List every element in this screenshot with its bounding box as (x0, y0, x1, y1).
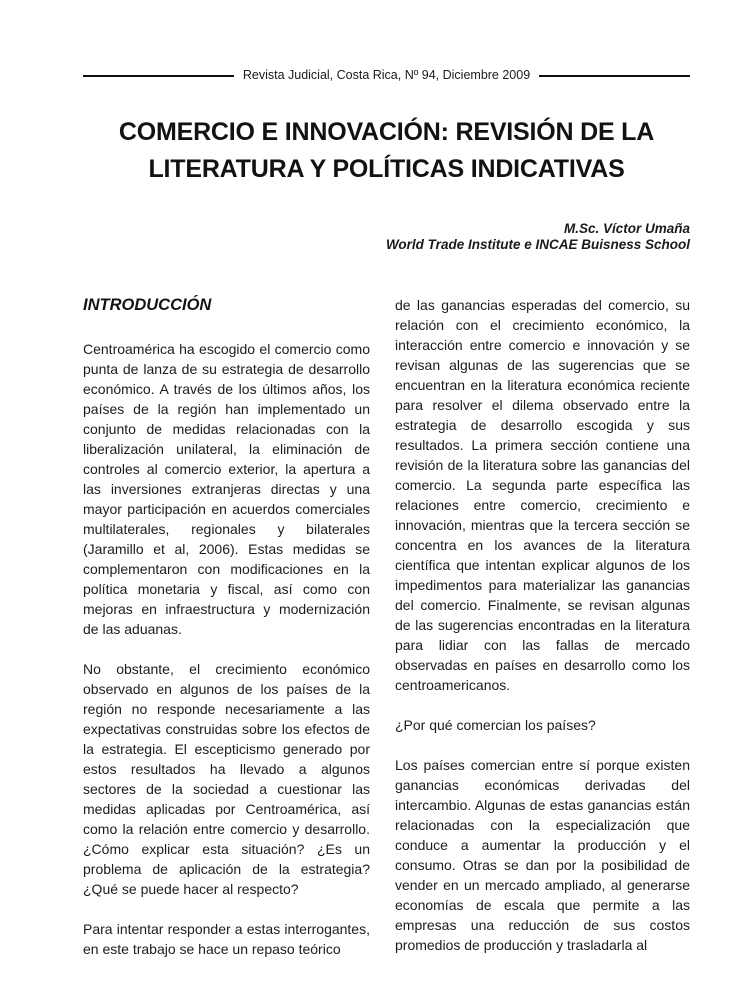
paragraph: No obstante, el crecimiento económico observado en algunos de los países de la región no responde necesariamente a las expectativas construidas sobre los efectos de la estrategia. El escepticismo generado por estos resultados ha llevado a algunos sectores de la sociedad a cuestionar las medidas aplicadas por Centroamérica, así como la relación entre comercio y desarrollo. ¿Cómo explicar esta situación? ¿Es un problema de aplicación de la estrategia? ¿Qué se puede hacer al respecto? (83, 661, 370, 897)
paragraph: de las ganancias esperadas del comercio, su relación con el crecimiento económico, la interacción entre comercio e innovación y se revisan algunas de las sugerencias que se encuentran en la literatura económica reciente para resolver el dilema observado entre la estrategia de desarrollo escogida y sus resultados. La primera sección contiene una revisión de la literatura sobre las ganancias del comercio. La segunda parte específica las relaciones entre comercio, crecimiento e innovación, mientras que la tercera sección se concentra en los avances de la literatura científica que intentan explicar algunos de los impedimentos para materializar las ganancias del comercio. Finalmente, se revisan algunas de las sugerencias encontradas en la literatura para lidiar con las fallas de mercado observadas en países en desarrollo como los centroamericanos. (395, 297, 690, 693)
article-title (83, 114, 690, 188)
header-rule-left (83, 75, 234, 77)
byline (83, 221, 690, 253)
author-affiliation: World Trade Institute e INCAE Buisness School (385, 237, 690, 252)
column-left (83, 295, 370, 979)
article-body (83, 295, 690, 979)
paragraph: Centroamérica ha escogido el comercio como punta de lanza de su estrategia de desarrollo económico. A través de los últimos años, los países de la región han implementado un conjunto de medidas relacionadas con la liberalización unilateral, la eliminación de controles al comercio exterior, la apertura a las inversiones extranjeras directas y una mayor participación en acuerdos comerciales multilaterales, regionales y bilaterales (Jaramillo et al, 2006). Estas medidas se complementaron con modificaciones en la política monetaria y fiscal, así como con mejoras en infraestructura y modernización de las aduanas. (83, 341, 370, 637)
paragraph: Para intentar responder a estas interrogantes, en este trabajo se hace un repaso teórico (83, 921, 370, 957)
author-name: M.Sc. Víctor Umaña (563, 221, 690, 236)
article-title-line-1: COMERCIO E INNOVACIÓN: REVISIÓN DE LA (118, 118, 655, 146)
paragraph: Los países comercian entre sí porque existen ganancias económicas derivadas del intercambio. Algunas de estas ganancias están relacionadas con la especialización que conduce a aumentar la producción y el consumo. Otras se dan por la posibilidad de vender en un mercado ampliado, al generarse economías de escala que permite a las empresas una reducción de sus costos promedios de producción y trasladarla al (395, 757, 690, 953)
section-heading-introduccion: INTRODUCCIÓN (83, 296, 212, 314)
header-rule-right (539, 75, 690, 77)
journal-line: Revista Judicial, Costa Rica, Nº 94, Diciembre 2009 (242, 68, 531, 82)
journal-header (83, 0, 690, 84)
subheading-question: ¿Por qué comercian los países? (395, 717, 596, 733)
article-title-line-2: LITERATURA Y POLÍTICAS INDICATIVAS (148, 155, 625, 183)
column-right (395, 295, 690, 975)
